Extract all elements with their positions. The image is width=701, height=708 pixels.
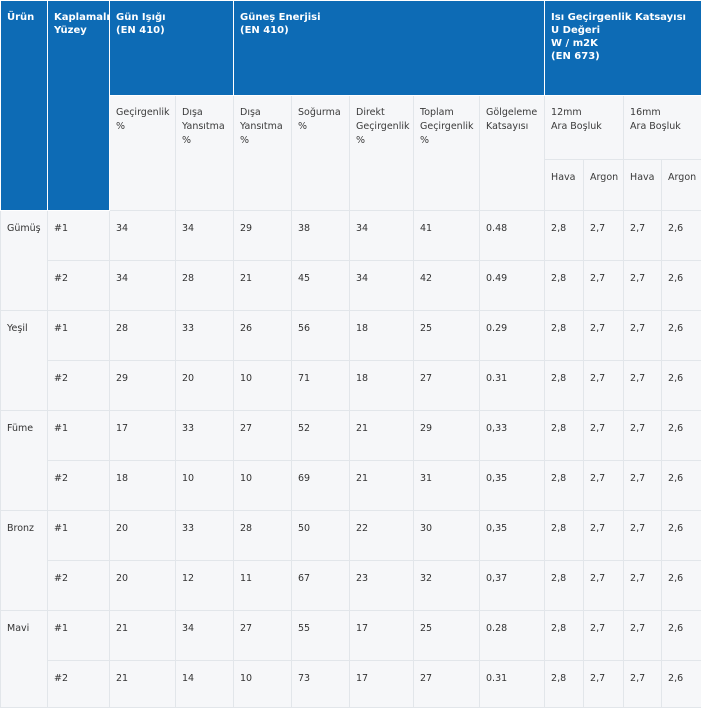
table-cell: 14 — [176, 661, 234, 708]
table-cell: 2,6 — [662, 361, 701, 411]
table-cell: 28 — [110, 311, 176, 361]
subheader-toplam-line2: Geçirgenlik — [420, 121, 473, 132]
table-cell: 2,7 — [624, 561, 662, 611]
table-cell: 27 — [234, 411, 292, 461]
table-cell: 41 — [414, 211, 480, 261]
table-cell: 2,7 — [624, 511, 662, 561]
table-cell: 73 — [292, 661, 350, 708]
table-cell: 29 — [414, 411, 480, 461]
table-row — [1, 311, 701, 361]
table-cell: 0.29 — [480, 311, 545, 361]
table-cell: #1 — [48, 311, 110, 361]
subheader-gecirgenlik-line1: Geçirgenlik — [116, 107, 169, 118]
table-cell: 34 — [350, 261, 414, 311]
table-cell: 28 — [176, 261, 234, 311]
subheader-disa-yansitma-solar — [234, 96, 292, 211]
table-cell: 2,8 — [545, 311, 584, 361]
subheader-gecirgenlik-line2: % — [116, 121, 125, 132]
table-cell: 20 — [110, 561, 176, 611]
table-cell: #2 — [48, 561, 110, 611]
table-cell: 20 — [110, 511, 176, 561]
table-cell: 2,6 — [662, 661, 701, 708]
table-cell: 27 — [234, 611, 292, 661]
table-cell: 10 — [234, 461, 292, 511]
table-cell: 0.48 — [480, 211, 545, 261]
table-cell: 2,7 — [584, 661, 624, 708]
table-cell: 34 — [110, 211, 176, 261]
subheader-disa-yansitma-solar-line1: Dışa — [240, 107, 261, 118]
table-cell: 33 — [176, 311, 234, 361]
table-cell: 21 — [350, 461, 414, 511]
table-cell: 2,7 — [624, 411, 662, 461]
table-cell: 0,37 — [480, 561, 545, 611]
table-cell: #1 — [48, 611, 110, 661]
table-cell: 2,8 — [545, 461, 584, 511]
header-gun-isigi-line2: (EN 410) — [116, 25, 165, 36]
table-cell: 2,8 — [545, 361, 584, 411]
table-cell: 2,6 — [662, 511, 701, 561]
table-cell: #2 — [48, 261, 110, 311]
subheader-argon-16mm: Argon — [662, 160, 701, 211]
table-cell: 2,6 — [662, 461, 701, 511]
table-cell: 2,7 — [584, 611, 624, 661]
table-cell: 17 — [350, 661, 414, 708]
table-cell: 18 — [350, 311, 414, 361]
table-cell: 2,7 — [624, 261, 662, 311]
subheader-hava-12mm: Hava — [545, 160, 584, 211]
header-kaplamali-yuzey — [48, 1, 110, 211]
table-row — [1, 261, 701, 311]
table-cell: 38 — [292, 211, 350, 261]
product-name: Bronz — [1, 511, 48, 611]
subheader-toplam-line3: % — [420, 135, 429, 146]
table-cell: 2,8 — [545, 611, 584, 661]
header-gun-isigi-line1: Gün Işığı — [116, 12, 166, 23]
table-cell: 31 — [414, 461, 480, 511]
table-cell: 12 — [176, 561, 234, 611]
product-name: Mavi — [1, 611, 48, 708]
table-cell: 2,8 — [545, 661, 584, 708]
table-cell: 50 — [292, 511, 350, 561]
table-cell: 2,8 — [545, 211, 584, 261]
table-cell: 18 — [110, 461, 176, 511]
table-row — [1, 511, 701, 561]
table-cell: 28 — [234, 511, 292, 561]
table-cell: 2,7 — [624, 611, 662, 661]
subheader-hava-16mm: Hava — [624, 160, 662, 211]
table-cell: 34 — [176, 211, 234, 261]
table-cell: 21 — [110, 661, 176, 708]
table-cell: 2,7 — [584, 361, 624, 411]
table-cell: 2,7 — [584, 311, 624, 361]
header-urun-label: Ürün — [7, 12, 34, 23]
subheader-disa-yansitma-light-line3: % — [182, 135, 191, 146]
subheader-disa-yansitma-light-line1: Dışa — [182, 107, 203, 118]
subheader-sogurma-line2: % — [298, 121, 307, 132]
table-cell: 25 — [414, 611, 480, 661]
table-cell: 25 — [414, 311, 480, 361]
table-cell: 2,8 — [545, 511, 584, 561]
header-kaplamali-line2: Yüzey — [54, 25, 87, 36]
table-cell: 2,7 — [624, 311, 662, 361]
subheader-direkt-line3: % — [356, 135, 365, 146]
header-gun-isigi — [110, 1, 234, 96]
product-name: Gümüş — [1, 211, 48, 311]
header-urun — [1, 1, 48, 211]
table-row — [1, 561, 701, 611]
table-cell: #1 — [48, 211, 110, 261]
table-cell: 17 — [350, 611, 414, 661]
table-cell: 21 — [350, 411, 414, 461]
table-cell: 26 — [234, 311, 292, 361]
table-cell: 42 — [414, 261, 480, 311]
table-cell: 29 — [110, 361, 176, 411]
subheader-12mm-ara-bosluk — [545, 96, 624, 160]
subheader-direkt-gecirgenlik — [350, 96, 414, 211]
header-isi-gecirgenlik — [545, 1, 701, 96]
table-cell: 22 — [350, 511, 414, 561]
table-row — [1, 211, 701, 261]
subheader-disa-yansitma-light-line2: Yansıtma — [182, 121, 225, 132]
table-cell: 2,7 — [624, 361, 662, 411]
table-cell: 2,7 — [584, 411, 624, 461]
table-cell: 18 — [350, 361, 414, 411]
table-cell: 29 — [234, 211, 292, 261]
subheader-16mm-ara-bosluk — [624, 96, 701, 160]
table-body — [1, 211, 701, 708]
table-cell: #1 — [48, 411, 110, 461]
table-cell: 27 — [414, 361, 480, 411]
table-cell: 0.28 — [480, 611, 545, 661]
table-cell: 2,7 — [624, 211, 662, 261]
table-cell: 21 — [234, 261, 292, 311]
subheader-toplam-gecirgenlik — [414, 96, 480, 211]
table-cell: 10 — [234, 661, 292, 708]
subheader-golgeleme-katsayisi — [480, 96, 545, 211]
header-isi-line1: Isı Geçirgenlik Katsayısı — [551, 12, 686, 23]
table-cell: 52 — [292, 411, 350, 461]
table-cell: 2,7 — [584, 461, 624, 511]
table-cell: 34 — [110, 261, 176, 311]
table-cell: 2,6 — [662, 211, 701, 261]
table-cell: #2 — [48, 361, 110, 411]
header-gunes-enerjisi-line1: Güneş Enerjisi — [240, 12, 321, 23]
table-cell: 2,8 — [545, 561, 584, 611]
subheader-sogurma — [292, 96, 350, 211]
table-cell: 2,8 — [545, 261, 584, 311]
table-cell: 21 — [110, 611, 176, 661]
table-cell: 2,7 — [624, 461, 662, 511]
subheader-12mm-line2: Ara Boşluk — [551, 121, 602, 132]
table-cell: 33 — [176, 511, 234, 561]
subheader-argon-12mm: Argon — [584, 160, 624, 211]
table-row — [1, 411, 701, 461]
subheader-golgeleme-line2: Katsayısı — [486, 121, 528, 132]
header-gunes-enerjisi-line2: (EN 410) — [240, 25, 289, 36]
table-cell: 71 — [292, 361, 350, 411]
table-row — [1, 611, 701, 661]
table-cell: 69 — [292, 461, 350, 511]
header-kaplamali-line1: Kaplamalı — [54, 12, 110, 23]
table-cell: 0.31 — [480, 361, 545, 411]
table-cell: #1 — [48, 511, 110, 561]
table-cell: 11 — [234, 561, 292, 611]
subheader-golgeleme-line1: Gölgeleme — [486, 107, 537, 118]
header-isi-line4: (EN 673) — [551, 51, 600, 62]
table-cell: 2,6 — [662, 311, 701, 361]
product-name: Füme — [1, 411, 48, 511]
table-cell: 0,35 — [480, 511, 545, 561]
subheader-disa-yansitma-solar-line3: % — [240, 135, 249, 146]
table-row — [1, 361, 701, 411]
table-cell: 0,33 — [480, 411, 545, 461]
table-cell: 2,7 — [584, 261, 624, 311]
table-cell: 2,7 — [624, 661, 662, 708]
table-cell: 17 — [110, 411, 176, 461]
subheader-16mm-line2: Ara Boşluk — [630, 121, 681, 132]
header-gunes-enerjisi — [234, 1, 545, 96]
table-cell: #2 — [48, 461, 110, 511]
table-row — [1, 461, 701, 511]
table-cell: 2,6 — [662, 261, 701, 311]
table-cell: 2,6 — [662, 611, 701, 661]
table-row — [1, 661, 701, 708]
table-cell: 2,6 — [662, 411, 701, 461]
table-cell: 34 — [176, 611, 234, 661]
table-cell: 55 — [292, 611, 350, 661]
table-cell: 33 — [176, 411, 234, 461]
table-cell: 2,7 — [584, 561, 624, 611]
table-cell: 30 — [414, 511, 480, 561]
table-cell: 23 — [350, 561, 414, 611]
subheader-disa-yansitma-light — [176, 96, 234, 211]
table-cell: #2 — [48, 661, 110, 708]
table-cell: 56 — [292, 311, 350, 361]
subheader-sogurma-line1: Soğurma — [298, 107, 341, 118]
table-cell: 2,7 — [584, 511, 624, 561]
table-cell: 10 — [176, 461, 234, 511]
table-cell: 10 — [234, 361, 292, 411]
table-cell: 45 — [292, 261, 350, 311]
table-cell: 27 — [414, 661, 480, 708]
table-cell: 0,35 — [480, 461, 545, 511]
table-cell: 2,6 — [662, 561, 701, 611]
table-cell: 0.31 — [480, 661, 545, 708]
table-cell: 20 — [176, 361, 234, 411]
header-isi-line3: W / m2K — [551, 38, 598, 49]
subheader-disa-yansitma-solar-line2: Yansıtma — [240, 121, 283, 132]
subheader-gecirgenlik — [110, 96, 176, 211]
product-name: Yeşil — [1, 311, 48, 411]
header-isi-line2: U Değeri — [551, 25, 600, 36]
table-cell: 2,7 — [584, 211, 624, 261]
table-cell: 34 — [350, 211, 414, 261]
table-cell: 2,8 — [545, 411, 584, 461]
subheader-direkt-line2: Geçirgenlik — [356, 121, 409, 132]
table-cell: 32 — [414, 561, 480, 611]
subheader-toplam-line1: Toplam — [420, 107, 454, 118]
table-cell: 67 — [292, 561, 350, 611]
table-cell: 0.49 — [480, 261, 545, 311]
subheader-12mm-line1: 12mm — [551, 107, 582, 118]
subheader-direkt-line1: Direkt — [356, 107, 385, 118]
subheader-16mm-line1: 16mm — [630, 107, 661, 118]
